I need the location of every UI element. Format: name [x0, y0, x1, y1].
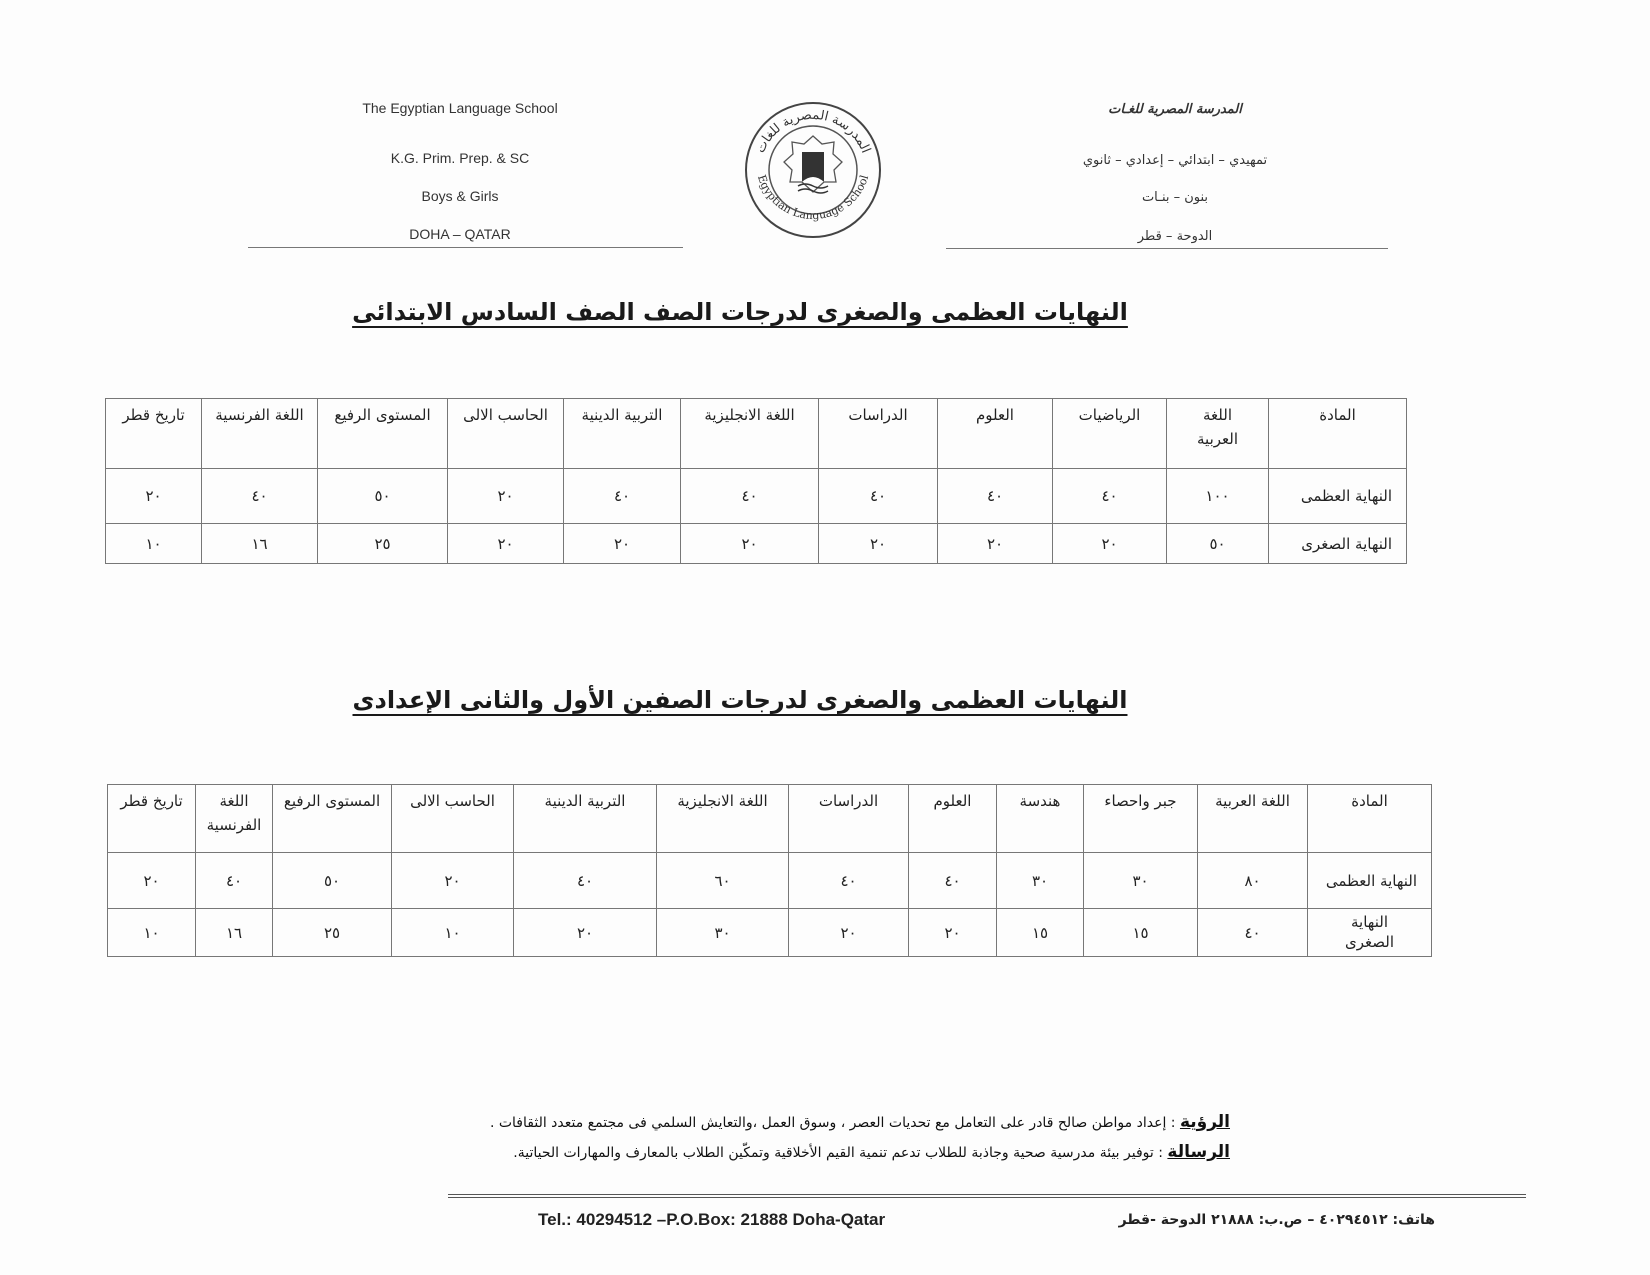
- table-cell: ٤٠: [789, 853, 909, 909]
- table-cell: ٢٥: [273, 909, 392, 957]
- mission-statement: [340, 1142, 1230, 1162]
- seal-english-text: Egyptian Language School: [754, 173, 872, 223]
- vision-label: الرؤية: [1179, 1112, 1230, 1132]
- column-header: اللغة الفرنسية: [202, 399, 318, 469]
- table1-title: النهايات العظمى والصغرى لدرجات الصف الصف السادس الابتدائى: [352, 298, 1128, 326]
- table2-title: النهايات العظمى والصغرى لدرجات الصفين الأول والثانى الإعدادى: [352, 686, 1128, 714]
- mission-label: الرسالة: [1167, 1142, 1230, 1162]
- column-header: المستوى الرفيع: [273, 785, 392, 853]
- contact-info-ar: هاتف: ٤٠٢٩٤٥١٢ – ص.ب: ٢١٨٨٨ الدوحة -قطر: [1118, 1212, 1435, 1228]
- table-cell: ١٠٠: [1167, 469, 1269, 524]
- table-cell: ٢٠: [789, 909, 909, 957]
- table-cell: ٤٠: [819, 469, 938, 524]
- column-header: الدراسات: [819, 399, 938, 469]
- school-gender-en: Boys & Girls: [421, 188, 499, 204]
- column-header: التربية الدينية: [564, 399, 681, 469]
- column-header: اللغة العربية: [1167, 399, 1269, 469]
- vision-text: : إعداد مواطن صالح قادر على التعامل مع تحديات العصر ، وسوق العمل ،والتعايش السلمي فى مجتمع متعدد الثقافات .: [489, 1115, 1176, 1131]
- table-cell: ٢٠: [681, 524, 819, 564]
- column-header: تاريخ قطر: [108, 785, 196, 853]
- grades-table-primary: [105, 398, 1407, 564]
- table-cell: ٣٠: [657, 909, 789, 957]
- table-cell: ٢٠: [514, 909, 657, 957]
- table-cell: ١٠: [392, 909, 514, 957]
- column-header: هندسة: [997, 785, 1084, 853]
- column-header: اللغة الانجليزية: [657, 785, 789, 853]
- table-cell: ٤٠: [196, 853, 273, 909]
- column-header: تاريخ قطر: [106, 399, 202, 469]
- table-cell: ٦٠: [657, 853, 789, 909]
- row-label-min: النهاية الصغرى: [1308, 909, 1432, 957]
- table-cell: ٥٠: [318, 469, 448, 524]
- table-cell: ٢٠: [819, 524, 938, 564]
- table-cell: ٣٠: [997, 853, 1084, 909]
- table-cell: ٢٠: [448, 524, 564, 564]
- school-gender-ar: بنون – بنـات: [1141, 190, 1209, 205]
- column-header-subject: المادة: [1269, 399, 1407, 469]
- school-stages-ar: تمهيدي – ابتدائي – إعدادي – ثانوي: [1082, 153, 1268, 168]
- table-cell: ١٠: [108, 909, 196, 957]
- column-header: الحاسب الالى: [448, 399, 564, 469]
- column-header: المستوى الرفيع: [318, 399, 448, 469]
- table-header-row: [108, 785, 1432, 853]
- column-header: التربية الدينية: [514, 785, 657, 853]
- table-cell: ٢٠: [392, 853, 514, 909]
- table-cell: ٢٠: [448, 469, 564, 524]
- column-header: جبر واحصاء: [1084, 785, 1198, 853]
- table-header-row: [106, 399, 1407, 469]
- header-divider-right: [946, 248, 1388, 249]
- table-cell: ٤٠: [1053, 469, 1167, 524]
- column-header: العلوم: [938, 399, 1053, 469]
- table-cell: ٢٠: [106, 469, 202, 524]
- table-cell: ٢٠: [938, 524, 1053, 564]
- column-header-subject: المادة: [1308, 785, 1432, 853]
- table-cell: ٨٠: [1198, 853, 1308, 909]
- table-cell: ١٦: [196, 909, 273, 957]
- school-stages-en: K.G. Prim. Prep. & SC: [390, 150, 530, 166]
- table-cell: ٢٠: [909, 909, 997, 957]
- table-cell: ٤٠: [564, 469, 681, 524]
- table-cell: ٢٠: [564, 524, 681, 564]
- footer-divider: [448, 1194, 1526, 1198]
- table-cell: ٤٠: [938, 469, 1053, 524]
- school-name-ar: المدرسة المصرية للغـات: [1108, 102, 1242, 117]
- table-cell: ٥٠: [1167, 524, 1269, 564]
- header-divider-left: [248, 247, 683, 248]
- table-cell: ٢٠: [1053, 524, 1167, 564]
- school-city-en: DOHA – QATAR: [409, 226, 511, 242]
- table-cell: ٥٠: [273, 853, 392, 909]
- row-label-max: النهاية العظمى: [1269, 469, 1407, 524]
- row-label-max: النهاية العظمى: [1308, 853, 1432, 909]
- table-row: [108, 853, 1432, 909]
- table-row: [106, 524, 1407, 564]
- table-cell: ١٥: [997, 909, 1084, 957]
- column-header: العلوم: [909, 785, 997, 853]
- contact-info-en: Tel.: 40294512 –P.O.Box: 21888 Doha-Qatar: [538, 1210, 886, 1229]
- column-header: الدراسات: [789, 785, 909, 853]
- table-row: [108, 909, 1432, 957]
- school-name-en: The Egyptian Language School: [362, 100, 558, 116]
- table-row: [106, 469, 1407, 524]
- school-seal-logo: [738, 100, 888, 240]
- svg-text:المدرسة المصرية للغات: [753, 108, 873, 156]
- mission-text: : توفير بيئة مدرسية صحية وجاذبة للطلاب تدعم تنمية القيم الأخلاقية وتمكّين الطلاب بالمعارف والمهارات الحياتية.: [513, 1145, 1163, 1161]
- table-cell: ١٠: [106, 524, 202, 564]
- column-header: اللغة العربية: [1198, 785, 1308, 853]
- column-header: الحاسب الالى: [392, 785, 514, 853]
- table-cell: ٣٠: [1084, 853, 1198, 909]
- vision-statement: [340, 1112, 1230, 1132]
- column-header: الرياضيات: [1053, 399, 1167, 469]
- table-cell: ٤٠: [1198, 909, 1308, 957]
- table-cell: ٤٠: [681, 469, 819, 524]
- table-cell: ٢٥: [318, 524, 448, 564]
- school-city-ar: الدوحة – قطر: [1137, 229, 1213, 244]
- row-label-min: النهاية الصغرى: [1269, 524, 1407, 564]
- column-header: اللغة الفرنسية: [196, 785, 273, 853]
- table-cell: ١٥: [1084, 909, 1198, 957]
- table-cell: ٤٠: [202, 469, 318, 524]
- table-cell: ٤٠: [909, 853, 997, 909]
- column-header: اللغة الانجليزية: [681, 399, 819, 469]
- table-cell: ٢٠: [108, 853, 196, 909]
- seal-arabic-text: المدرسة المصرية للغات: [753, 107, 874, 156]
- table-cell: ١٦: [202, 524, 318, 564]
- table-cell: ٤٠: [514, 853, 657, 909]
- grades-table-preparatory: [107, 784, 1432, 957]
